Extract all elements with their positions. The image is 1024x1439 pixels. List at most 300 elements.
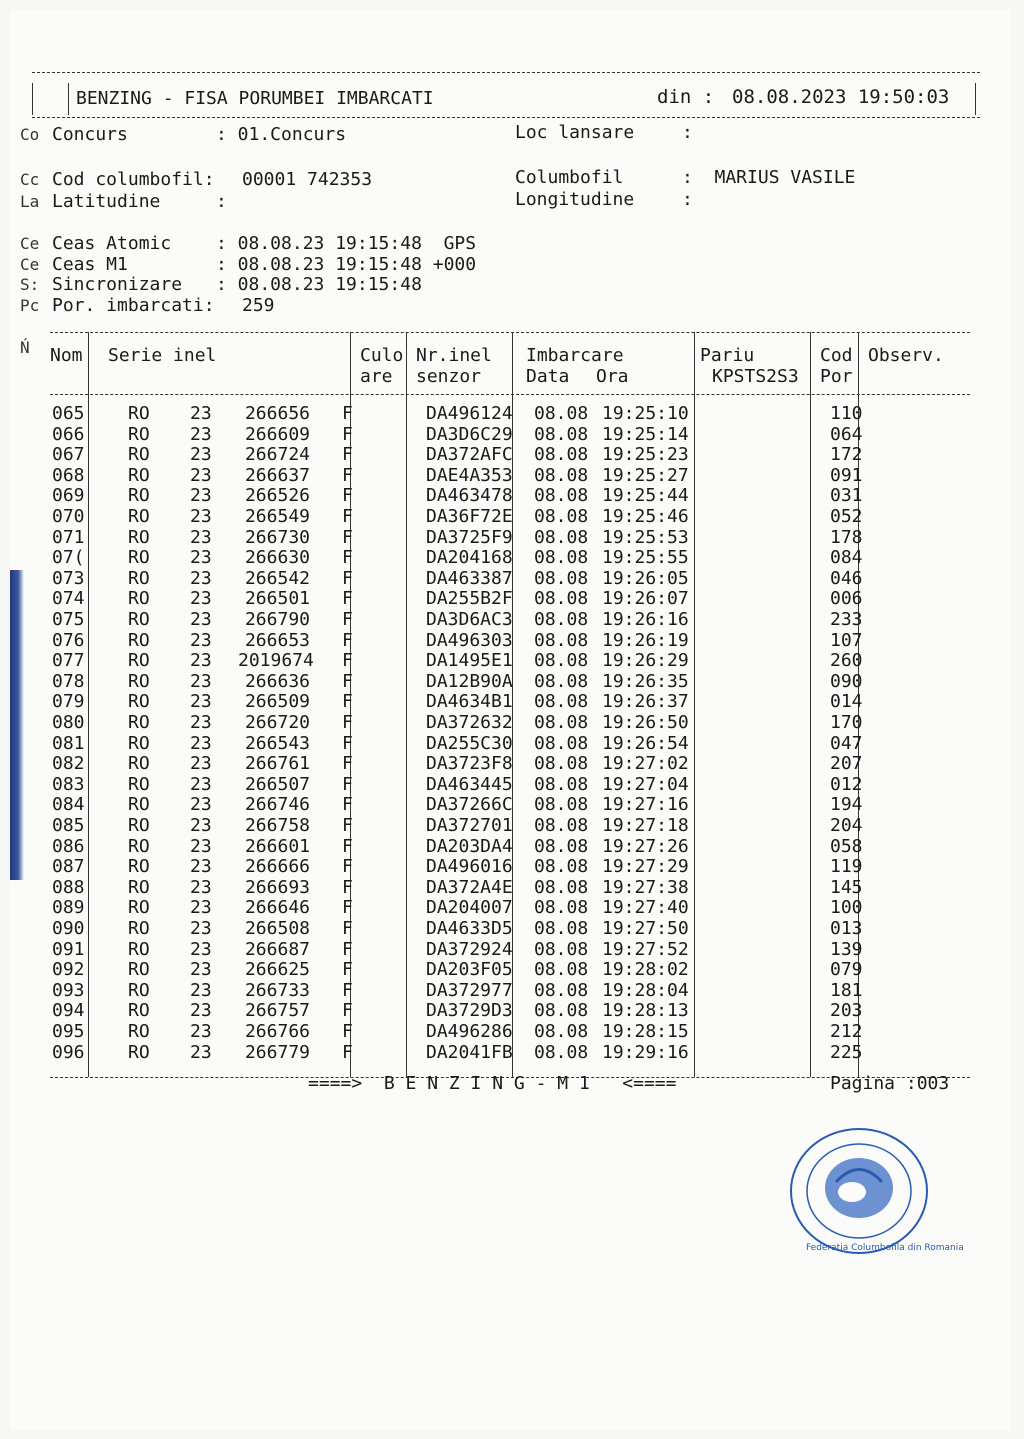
cell-tara: RO xyxy=(128,753,150,775)
cell-an: 23 xyxy=(190,1041,212,1063)
cell-senzor: DA2041FB xyxy=(426,1041,513,1063)
scan-edge-shadow xyxy=(10,570,24,880)
col-header-pariu: Pariu xyxy=(700,345,755,366)
cell-ora: 19:25:55 xyxy=(602,547,689,569)
cell-ora: 19:29:16 xyxy=(602,1041,689,1063)
cell-sex: F xyxy=(342,712,353,733)
loc-lansare-label: Loc lansare xyxy=(515,122,635,143)
cell-ora: 19:27:04 xyxy=(602,773,689,795)
cell-senzor: DA496016 xyxy=(426,856,513,878)
cell-tara: RO xyxy=(128,959,150,981)
cell-an: 23 xyxy=(190,1021,212,1042)
table-row xyxy=(50,569,970,590)
ceas-m1-value: : 08.08.23 19:15:48 +000 xyxy=(216,254,477,275)
cell-inel: 266549 xyxy=(244,506,310,527)
cell-inel: 266666 xyxy=(244,856,310,878)
cell-sex: F xyxy=(342,547,353,569)
cell-ora: 19:27:16 xyxy=(602,794,689,816)
cell-senzor: DA372701 xyxy=(426,815,513,836)
col-header-cod: Cod xyxy=(820,345,853,366)
cell-inel: 266609 xyxy=(244,423,310,445)
cell-ora: 19:27:29 xyxy=(602,856,689,878)
cell-nom: 096 xyxy=(52,1041,85,1063)
cell-data: 08.08 xyxy=(534,506,589,527)
cell-an: 23 xyxy=(190,815,212,836)
col-header-nr-inel: Nr.inel xyxy=(416,345,492,366)
cell-tara: RO xyxy=(128,856,150,878)
cell-data: 08.08 xyxy=(534,650,589,672)
cell-tara: RO xyxy=(128,403,150,424)
cell-tara: RO xyxy=(128,567,150,589)
cell-nom: 077 xyxy=(52,650,85,672)
cell-sex: F xyxy=(342,773,353,795)
columbofil-label: Columbofil xyxy=(515,167,624,188)
edge-fragment: Ń xyxy=(20,338,30,357)
cell-inel: 266509 xyxy=(244,691,310,713)
concurs-label: Concurs xyxy=(52,124,128,145)
cell-an: 23 xyxy=(190,732,212,754)
cell-an: 23 xyxy=(190,856,212,878)
cell-tara: RO xyxy=(128,588,150,610)
cell-data: 08.08 xyxy=(534,876,589,898)
cell-tara: RO xyxy=(128,876,150,898)
cell-ora: 19:25:27 xyxy=(602,464,689,486)
cell-nom: 07( xyxy=(52,547,85,569)
cell-senzor: DA463478 xyxy=(426,485,513,507)
latitudine-label: Latitudine xyxy=(52,191,161,212)
table-row xyxy=(50,589,970,610)
cell-inel: 266601 xyxy=(244,835,310,857)
cell-senzor: DA3725F9 xyxy=(426,526,513,548)
cell-sex: F xyxy=(342,464,353,486)
cell-data: 08.08 xyxy=(534,526,589,548)
cell-sex: F xyxy=(342,588,353,610)
cell-inel: 2019674 xyxy=(238,650,314,672)
cell-senzor: DA1495E1 xyxy=(426,650,513,672)
cell-ora: 19:27:18 xyxy=(602,815,689,836)
cell-nom: 084 xyxy=(52,794,85,816)
cell-an: 23 xyxy=(190,423,212,445)
cell-nom: 069 xyxy=(52,485,85,507)
cell-inel: 266687 xyxy=(244,938,310,960)
cell-sex: F xyxy=(342,567,353,589)
cell-senzor: DA372AFC xyxy=(426,444,513,466)
cell-tara: RO xyxy=(128,423,150,445)
table-row xyxy=(50,837,970,858)
table-row xyxy=(50,795,970,816)
cell-data: 08.08 xyxy=(534,609,589,630)
cell-data: 08.08 xyxy=(534,691,589,713)
cell-an: 23 xyxy=(190,506,212,527)
cell-inel: 266730 xyxy=(244,526,310,548)
cell-nom: 085 xyxy=(52,815,85,836)
cell-tara: RO xyxy=(128,732,150,754)
cell-an: 23 xyxy=(190,712,212,733)
table-row xyxy=(50,898,970,919)
cell-sex: F xyxy=(342,609,353,630)
loc-lansare-value: : xyxy=(682,122,693,143)
cell-cod: 079 xyxy=(830,959,863,981)
cell-ora: 19:27:52 xyxy=(602,938,689,960)
cell-ora: 19:26:07 xyxy=(602,588,689,610)
cell-nom: 093 xyxy=(52,979,85,1001)
cell-cod: 013 xyxy=(830,918,863,939)
cell-cod: 212 xyxy=(830,1021,863,1042)
print-date-label: din : xyxy=(657,86,715,108)
cell-inel: 266542 xyxy=(244,567,310,589)
table-row xyxy=(50,940,970,961)
cell-an: 23 xyxy=(190,979,212,1001)
por-imbarcati-value: 259 xyxy=(242,295,275,316)
cell-data: 08.08 xyxy=(534,444,589,466)
cell-cod: 012 xyxy=(830,773,863,795)
cell-nom: 091 xyxy=(52,938,85,960)
cell-ora: 19:26:05 xyxy=(602,567,689,589)
cell-inel: 266757 xyxy=(244,1000,310,1022)
cell-an: 23 xyxy=(190,567,212,589)
cell-cod: 014 xyxy=(830,691,863,713)
edge-fragment: Pc xyxy=(20,296,40,315)
cell-nom: 068 xyxy=(52,464,85,486)
print-date-value: 08.08.2023 19:50:03 xyxy=(732,86,950,108)
cell-inel: 266501 xyxy=(244,588,310,610)
cell-tara: RO xyxy=(128,1000,150,1022)
cell-data: 08.08 xyxy=(534,835,589,857)
columbofil-value: : MARIUS VASILE xyxy=(682,167,856,188)
cell-an: 23 xyxy=(190,403,212,424)
cell-ora: 19:28:15 xyxy=(602,1021,689,1042)
cell-ora: 19:25:10 xyxy=(602,403,689,424)
federation-stamp-icon xyxy=(786,1122,964,1260)
cell-senzor: DA255B2F xyxy=(426,588,513,610)
edge-fragment: Co xyxy=(20,125,40,144)
cell-an: 23 xyxy=(190,773,212,795)
cell-inel: 266790 xyxy=(244,609,310,630)
col-header-senzor: senzor xyxy=(416,366,482,387)
cell-ora: 19:28:04 xyxy=(602,979,689,1001)
cell-senzor: DA496124 xyxy=(426,403,513,424)
cell-senzor: DA463445 xyxy=(426,773,513,795)
cell-sex: F xyxy=(342,423,353,445)
longitudine-label: Longitudine xyxy=(515,189,635,210)
cell-tara: RO xyxy=(128,815,150,836)
cell-ora: 19:27:38 xyxy=(602,876,689,898)
cell-an: 23 xyxy=(190,835,212,857)
cell-inel: 266508 xyxy=(244,918,310,939)
cell-cod: 181 xyxy=(830,979,863,1001)
cell-sex: F xyxy=(342,856,353,878)
cell-nom: 075 xyxy=(52,609,85,630)
cell-nom: 065 xyxy=(52,403,85,424)
col-header-nom: Nom xyxy=(50,345,83,366)
cell-inel: 266526 xyxy=(244,485,310,507)
cell-ora: 19:26:19 xyxy=(602,629,689,651)
cell-an: 23 xyxy=(190,609,212,630)
cell-nom: 078 xyxy=(52,670,85,692)
cell-senzor: DA463387 xyxy=(426,567,513,589)
cell-an: 23 xyxy=(190,1000,212,1022)
cell-inel: 266761 xyxy=(244,753,310,775)
cell-ora: 19:26:16 xyxy=(602,609,689,630)
cell-sex: F xyxy=(342,979,353,1001)
cell-tara: RO xyxy=(128,464,150,486)
cell-cod: 119 xyxy=(830,856,863,878)
document-title: BENZING - FISA PORUMBEI IMBARCATI xyxy=(76,88,434,109)
cell-data: 08.08 xyxy=(534,464,589,486)
cell-cod: 172 xyxy=(830,444,863,466)
table-row xyxy=(50,713,970,734)
cell-ora: 19:27:50 xyxy=(602,918,689,939)
cell-cod: 091 xyxy=(830,464,863,486)
edge-fragment: Cc xyxy=(20,170,40,189)
cell-inel: 266720 xyxy=(244,712,310,733)
table-row xyxy=(50,754,970,775)
cell-an: 23 xyxy=(190,485,212,507)
cell-nom: 086 xyxy=(52,835,85,857)
cell-tara: RO xyxy=(128,1041,150,1063)
cell-ora: 19:25:44 xyxy=(602,485,689,507)
cell-senzor: DA203DA4 xyxy=(426,835,513,857)
cell-tara: RO xyxy=(128,794,150,816)
cell-nom: 079 xyxy=(52,691,85,713)
cell-data: 08.08 xyxy=(534,918,589,939)
cell-nom: 083 xyxy=(52,773,85,795)
cell-senzor: DA3D6C29 xyxy=(426,423,513,445)
cell-senzor: DAE4A353 xyxy=(426,464,513,486)
cell-cod: 204 xyxy=(830,815,863,836)
table-row xyxy=(50,1022,970,1043)
table-row xyxy=(50,507,970,528)
cell-ora: 19:28:13 xyxy=(602,1000,689,1022)
table-row xyxy=(50,1043,970,1064)
cell-sex: F xyxy=(342,753,353,775)
edge-fragment: Ce xyxy=(20,255,40,274)
cell-tara: RO xyxy=(128,526,150,548)
cell-an: 23 xyxy=(190,753,212,775)
cell-nom: 092 xyxy=(52,959,85,981)
sincronizare-value: : 08.08.23 19:15:48 xyxy=(216,274,422,295)
cell-inel: 266507 xyxy=(244,773,310,795)
cell-ora: 19:25:46 xyxy=(602,506,689,527)
cell-an: 23 xyxy=(190,918,212,939)
cell-sex: F xyxy=(342,732,353,754)
cell-senzor: DA372924 xyxy=(426,938,513,960)
table-row xyxy=(50,919,970,940)
cell-nom: 073 xyxy=(52,567,85,589)
cell-an: 23 xyxy=(190,794,212,816)
cell-data: 08.08 xyxy=(534,403,589,424)
table-row xyxy=(50,960,970,981)
cell-cod: 107 xyxy=(830,629,863,651)
cell-inel: 266653 xyxy=(244,629,310,651)
cell-nom: 088 xyxy=(52,876,85,898)
cell-sex: F xyxy=(342,794,353,816)
table-row xyxy=(50,631,970,652)
cell-sex: F xyxy=(342,506,353,527)
cell-cod: 064 xyxy=(830,423,863,445)
cell-tara: RO xyxy=(128,485,150,507)
ceas-atomic-label: Ceas Atomic xyxy=(52,233,172,254)
cell-an: 23 xyxy=(190,670,212,692)
cell-ora: 19:27:02 xyxy=(602,753,689,775)
cell-data: 08.08 xyxy=(534,547,589,569)
cell-ora: 19:25:23 xyxy=(602,444,689,466)
cell-sex: F xyxy=(342,876,353,898)
cell-sex: F xyxy=(342,835,353,857)
cell-data: 08.08 xyxy=(534,773,589,795)
cell-an: 23 xyxy=(190,629,212,651)
table-row xyxy=(50,981,970,1002)
cell-nom: 095 xyxy=(52,1021,85,1042)
concurs-value: : 01.Concurs xyxy=(216,124,347,145)
cell-cod: 084 xyxy=(830,547,863,569)
cell-data: 08.08 xyxy=(534,856,589,878)
cell-senzor: DA4633D5 xyxy=(426,918,513,939)
cell-sex: F xyxy=(342,670,353,692)
cell-inel: 266733 xyxy=(244,979,310,1001)
cell-sex: F xyxy=(342,1041,353,1063)
cell-cod: 260 xyxy=(830,650,863,672)
cell-tara: RO xyxy=(128,444,150,466)
cell-sex: F xyxy=(342,938,353,960)
cell-sex: F xyxy=(342,918,353,939)
cell-inel: 266656 xyxy=(244,403,310,424)
cell-data: 08.08 xyxy=(534,959,589,981)
cell-an: 23 xyxy=(190,588,212,610)
edge-fragment: S: xyxy=(20,275,40,294)
cell-senzor: DA4634B1 xyxy=(426,691,513,713)
cell-cod: 203 xyxy=(830,1000,863,1022)
edge-fragment: Ce xyxy=(20,234,40,253)
cell-inel: 266543 xyxy=(244,732,310,754)
cell-inel: 266693 xyxy=(244,876,310,898)
cell-data: 08.08 xyxy=(534,753,589,775)
edge-fragment: La xyxy=(20,192,40,211)
cell-senzor: DA12B90A xyxy=(426,670,513,692)
col-header-por: Por xyxy=(820,366,853,387)
cell-sex: F xyxy=(342,1021,353,1042)
ceas-atomic-value: : 08.08.23 19:15:48 GPS xyxy=(216,233,477,254)
table-row xyxy=(50,734,970,755)
cell-senzor: DA3D6AC3 xyxy=(426,609,513,630)
cell-tara: RO xyxy=(128,897,150,919)
cell-nom: 087 xyxy=(52,856,85,878)
cell-inel: 266646 xyxy=(244,897,310,919)
cell-senzor: DA372A4E xyxy=(426,876,513,898)
cell-nom: 082 xyxy=(52,753,85,775)
cell-nom: 090 xyxy=(52,918,85,939)
cell-senzor: DA3729D3 xyxy=(426,1000,513,1022)
cell-nom: 094 xyxy=(52,1000,85,1022)
cell-ora: 19:26:50 xyxy=(602,712,689,733)
table-row xyxy=(50,672,970,693)
stamp-text: Federatia Columbofila din Romania xyxy=(806,1243,964,1253)
cell-cod: 139 xyxy=(830,938,863,960)
table-row xyxy=(50,425,970,446)
cell-ora: 19:25:14 xyxy=(602,423,689,445)
cell-nom: 071 xyxy=(52,526,85,548)
sincronizare-label: Sincronizare xyxy=(52,274,183,295)
cell-data: 08.08 xyxy=(534,423,589,445)
ceas-m1-label: Ceas M1 xyxy=(52,254,128,275)
cell-cod: 006 xyxy=(830,588,863,610)
cell-sex: F xyxy=(342,629,353,651)
cell-data: 08.08 xyxy=(534,897,589,919)
col-header-kpsts: KPSTS2S3 xyxy=(712,366,799,387)
cell-an: 23 xyxy=(190,959,212,981)
cell-sex: F xyxy=(342,897,353,919)
cell-nom: 080 xyxy=(52,712,85,733)
cell-inel: 266625 xyxy=(244,959,310,981)
cell-inel: 266779 xyxy=(244,1041,310,1063)
cell-cod: 058 xyxy=(830,835,863,857)
col-header-ora: Ora xyxy=(596,366,629,387)
cell-an: 23 xyxy=(190,464,212,486)
cell-cod: 194 xyxy=(830,794,863,816)
cell-an: 23 xyxy=(190,691,212,713)
cell-tara: RO xyxy=(128,918,150,939)
cell-inel: 266758 xyxy=(244,815,310,836)
cell-ora: 19:26:29 xyxy=(602,650,689,672)
cell-ora: 19:25:53 xyxy=(602,526,689,548)
table-row xyxy=(50,775,970,796)
cell-ora: 19:27:40 xyxy=(602,897,689,919)
cell-tara: RO xyxy=(128,712,150,733)
cell-an: 23 xyxy=(190,547,212,569)
cell-cod: 145 xyxy=(830,876,863,898)
cell-cod: 100 xyxy=(830,897,863,919)
cod-columbofil-value: 00001 742353 xyxy=(242,169,373,190)
cell-senzor: DA36F72E xyxy=(426,506,513,527)
cell-an: 23 xyxy=(190,444,212,466)
page-number: Pagina :003 xyxy=(830,1073,950,1094)
cell-cod: 178 xyxy=(830,526,863,548)
cell-tara: RO xyxy=(128,691,150,713)
cell-sex: F xyxy=(342,815,353,836)
cell-ora: 19:26:35 xyxy=(602,670,689,692)
cell-ora: 19:27:26 xyxy=(602,835,689,857)
cell-sex: F xyxy=(342,485,353,507)
cell-nom: 070 xyxy=(52,506,85,527)
cod-columbofil-label: Cod columbofil: xyxy=(52,169,215,190)
cell-an: 23 xyxy=(190,876,212,898)
cell-data: 08.08 xyxy=(534,1000,589,1022)
cell-nom: 067 xyxy=(52,444,85,466)
cell-tara: RO xyxy=(128,979,150,1001)
cell-cod: 047 xyxy=(830,732,863,754)
cell-tara: RO xyxy=(128,609,150,630)
cell-an: 23 xyxy=(190,526,212,548)
cell-cod: 207 xyxy=(830,753,863,775)
cell-data: 08.08 xyxy=(534,938,589,960)
table-row xyxy=(50,610,970,631)
cell-senzor: DA203F05 xyxy=(426,959,513,981)
cell-tara: RO xyxy=(128,650,150,672)
cell-sex: F xyxy=(342,1000,353,1022)
cell-senzor: DA496303 xyxy=(426,629,513,651)
cell-senzor: DA372632 xyxy=(426,712,513,733)
table-row xyxy=(50,816,970,837)
cell-inel: 266630 xyxy=(244,547,310,569)
cell-cod: 233 xyxy=(830,609,863,630)
table-row xyxy=(50,1001,970,1022)
cell-senzor: DA372977 xyxy=(426,979,513,1001)
col-header-serie-inel: Serie inel xyxy=(108,345,217,366)
cell-sex: F xyxy=(342,403,353,424)
document-header-box xyxy=(32,72,980,118)
cell-data: 08.08 xyxy=(534,567,589,589)
cell-data: 08.08 xyxy=(534,670,589,692)
